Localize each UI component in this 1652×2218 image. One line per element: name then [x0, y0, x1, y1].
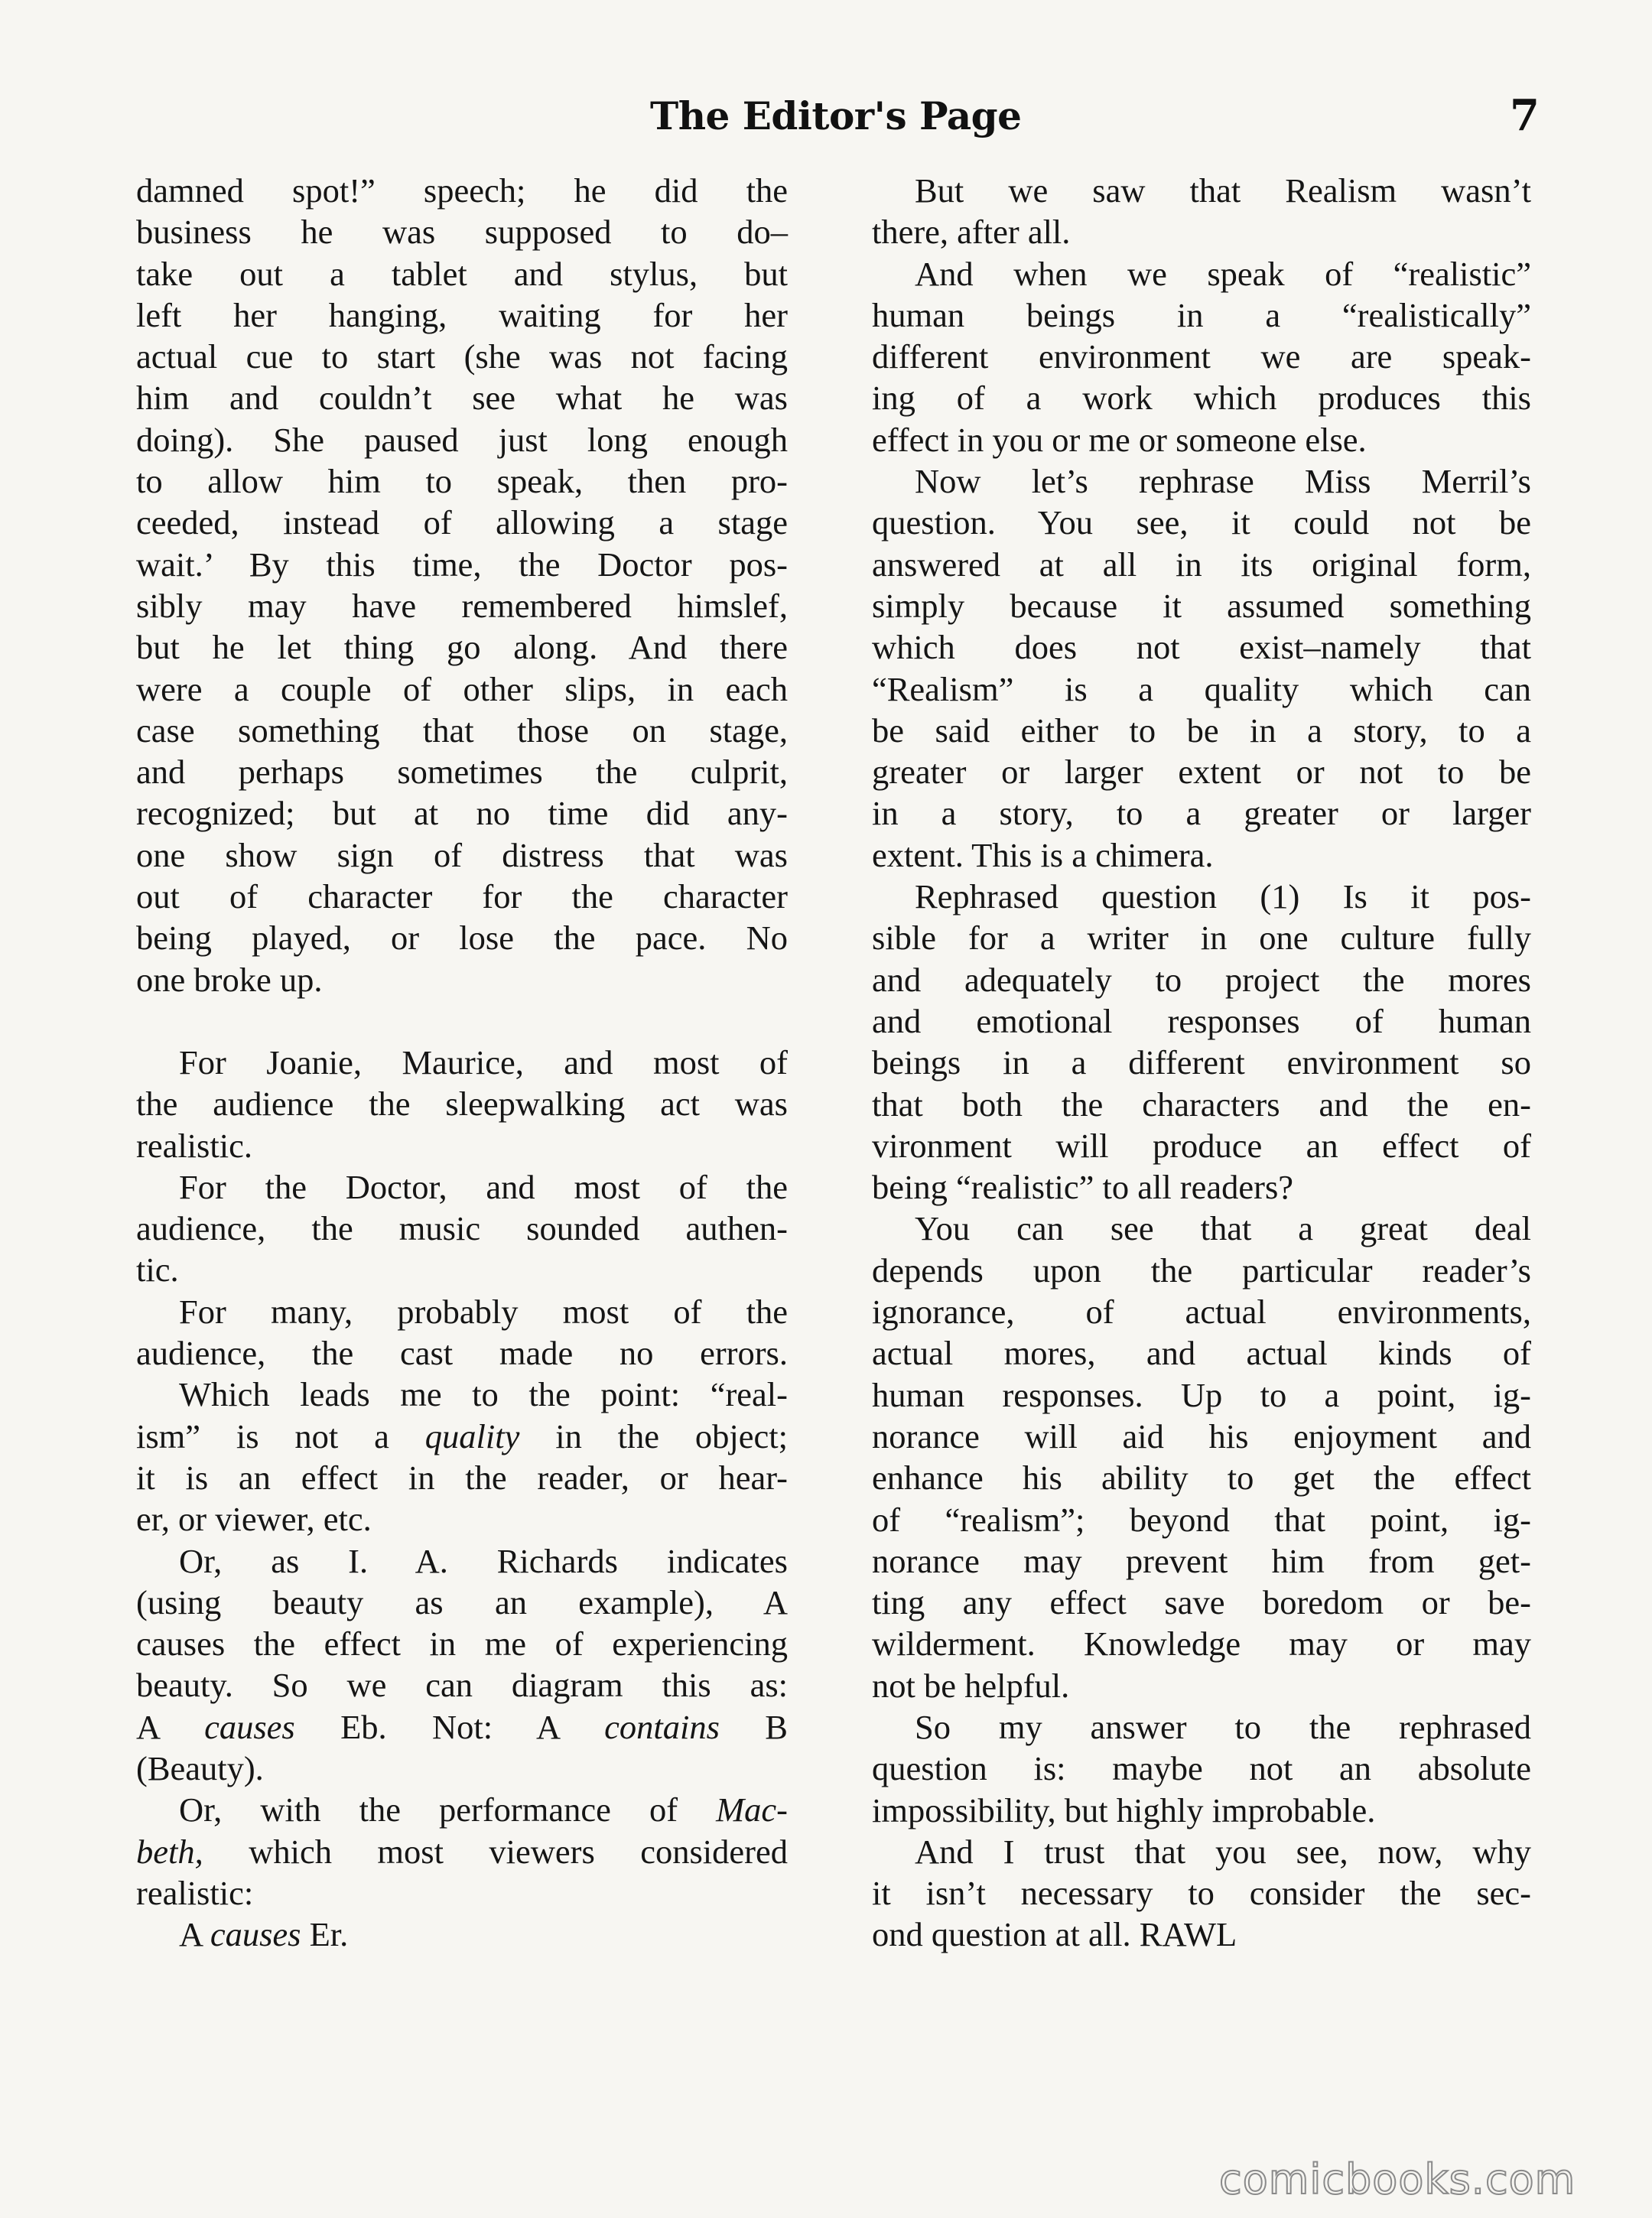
page-header-title: The Editor's Page	[650, 93, 1022, 138]
text-line: For many, probably most of the	[179, 1292, 788, 1331]
text-line: greater or larger extent or not to be	[872, 753, 1531, 792]
text-line: ignorance, of actual environments,	[872, 1293, 1531, 1332]
right-column	[872, 170, 1531, 1956]
text-line: Or, as I. A. Richards indicates	[179, 1541, 788, 1580]
text-line: For Joanie, Maurice, and most of	[179, 1042, 788, 1081]
paragraph	[136, 1166, 788, 1291]
text-line: audience, the cast made no errors.	[136, 1334, 788, 1373]
text-line: one show sign of distress that was	[136, 835, 788, 874]
text-line: depends upon the particular reader’s	[872, 1250, 1531, 1289]
text-line: to allow him to speak, then pro-	[136, 462, 788, 501]
text-line: Rephrased question (1) Is it pos-	[915, 877, 1531, 916]
text-line: tic.	[136, 1250, 179, 1289]
text-line: wait.’ By this time, the Doctor pos-	[136, 545, 788, 584]
text-line: extent. This is a chimera.	[872, 835, 1214, 874]
text-run: A	[179, 1915, 210, 1954]
text-line: effect in you or me or someone else.	[872, 420, 1367, 459]
text-line: ond question at all. RAWL	[872, 1915, 1237, 1954]
text-line: audience, the music sounded authen-	[136, 1209, 788, 1248]
text-line	[136, 1831, 788, 1872]
text-line: ceeded, instead of allowing a stage	[136, 503, 788, 542]
text-line: impossibility, but highly improbable.	[872, 1790, 1376, 1829]
text-line	[136, 1416, 788, 1457]
text-line: wilderment. Knowledge may or may	[872, 1624, 1531, 1664]
text-line: recognized; but at no time did any-	[136, 794, 788, 833]
paragraph	[136, 1291, 788, 1374]
paragraph	[872, 460, 1531, 876]
paragraph	[872, 1706, 1531, 1831]
italic-text: causes	[210, 1915, 301, 1954]
text-line: damned spot!” speech; he did the	[136, 171, 788, 210]
text-line: Now let’s rephrase Miss Merril’s	[915, 462, 1531, 501]
text-line	[136, 1706, 788, 1748]
italic-text: beth,	[136, 1832, 203, 1871]
text-line: but he let thing go along. And there	[136, 628, 788, 667]
text-line: in a story, to a greater or larger	[872, 794, 1531, 833]
text-line: business he was supposed to do–	[136, 213, 788, 252]
text-line: “Realism” is a quality which can	[872, 669, 1531, 708]
text-line: left her hanging, waiting for her	[136, 295, 788, 334]
paragraph	[136, 1540, 788, 1790]
watermark: comicbooks.com	[1219, 2155, 1576, 2203]
text-run: Eb. Not: A	[294, 1707, 605, 1746]
text-line: were a couple of other slips, in each	[136, 669, 788, 708]
text-run: Er.	[301, 1915, 349, 1954]
text-line: case something that those on stage,	[136, 711, 788, 750]
text-line: human responses. Up to a point, ig-	[872, 1375, 1531, 1414]
text-run: A	[136, 1707, 205, 1746]
text-line: one broke up.	[136, 960, 323, 999]
text-line: it is an effect in the reader, or hear-	[136, 1458, 788, 1497]
paragraph	[872, 1831, 1531, 1956]
text-line	[136, 1914, 788, 1955]
text-line: ing of a work which produces this	[872, 379, 1531, 418]
text-line: that both the characters and the en-	[872, 1085, 1531, 1124]
text-line: enhance his ability to get the effect	[872, 1459, 1531, 1498]
text-line: realistic.	[136, 1126, 252, 1165]
text-line: not be helpful.	[872, 1666, 1070, 1705]
text-line: simply because it assumed something	[872, 586, 1531, 625]
text-run: B	[719, 1707, 788, 1746]
text-line: actual cue to start (she was not facing	[136, 337, 788, 376]
text-run: Or, with the performance of	[179, 1790, 717, 1829]
text-line: (using beauty as an example), A	[136, 1582, 788, 1621]
left-column	[136, 170, 788, 1955]
text-line: norance will aid his enjoyment and	[872, 1416, 1531, 1455]
text-run: which most viewers considered	[203, 1832, 788, 1871]
text-line: er, or viewer, etc.	[136, 1500, 372, 1539]
paragraph	[872, 1208, 1531, 1706]
text-line: realistic:	[136, 1873, 254, 1912]
text-line: and emotional responses of human	[872, 1001, 1531, 1040]
text-line: sible for a writer in one culture fully	[872, 919, 1531, 958]
italic-text: quality	[424, 1416, 520, 1455]
text-line: question. You see, it could not be	[872, 503, 1531, 542]
text-line	[136, 1789, 788, 1830]
text-line: vironment will produce an effect of	[872, 1126, 1531, 1165]
paragraph	[136, 1374, 788, 1540]
paragraph	[136, 1789, 788, 1914]
text-line: sibly may have remembered himslef,	[136, 586, 788, 625]
text-line: Which leads me to the point: “real-	[179, 1375, 788, 1414]
paragraph	[136, 1914, 788, 1955]
text-line: norance may prevent him from get-	[872, 1541, 1531, 1580]
text-line: being “realistic” to all readers?	[872, 1168, 1294, 1207]
text-line: And when we speak of “realistic”	[915, 254, 1531, 293]
text-line: ting any effect save boredom or be-	[872, 1583, 1531, 1622]
text-line: him and couldn’t see what he was	[136, 379, 788, 418]
text-line: actual mores, and actual kinds of	[872, 1334, 1531, 1373]
italic-text: causes	[204, 1707, 295, 1746]
text-run: in the object;	[519, 1416, 788, 1455]
text-line: (Beauty).	[136, 1748, 264, 1787]
text-line: But we saw that Realism wasn’t	[915, 171, 1531, 210]
text-line: being played, or lose the pace. No	[136, 919, 788, 958]
text-run: ism” is not a	[136, 1416, 425, 1455]
text-line: and perhaps sometimes the culprit,	[136, 753, 788, 792]
text-line: So my answer to the rephrased	[915, 1707, 1531, 1746]
italic-text: contains	[604, 1707, 720, 1746]
text-line: doing). She paused just long enough	[136, 420, 788, 459]
text-line: question is: maybe not an absolute	[872, 1749, 1531, 1788]
text-line: For the Doctor, and most of the	[179, 1167, 788, 1206]
text-line: there, after all.	[872, 213, 1071, 252]
paragraph	[136, 170, 788, 1000]
text-line: causes the effect in me of experiencing	[136, 1624, 788, 1664]
text-line: take out a tablet and stylus, but	[136, 254, 788, 293]
text-line: beauty. So we can diagram this as:	[136, 1666, 788, 1705]
page-number: 7	[1510, 90, 1540, 141]
text-line: which does not exist–namely that	[872, 628, 1531, 667]
paragraph	[872, 253, 1531, 460]
text-line: different environment we are speak-	[872, 337, 1531, 376]
text-line: and adequately to project the mores	[872, 960, 1531, 999]
text-line: beings in a different environment so	[872, 1043, 1531, 1082]
text-line: And I trust that you see, now, why	[915, 1832, 1531, 1871]
paragraph	[136, 1042, 788, 1166]
text-line: You can see that a great deal	[915, 1209, 1531, 1248]
paragraph	[872, 876, 1531, 1208]
text-line: the audience the sleepwalking act was	[136, 1085, 788, 1124]
paragraph	[872, 170, 1531, 253]
text-line: of “realism”; beyond that point, ig-	[872, 1500, 1531, 1539]
text-line: human beings in a “realistically”	[872, 295, 1531, 334]
text-line: out of character for the character	[136, 877, 788, 916]
text-line: answered at all in its original form,	[872, 545, 1531, 584]
text-line: be said either to be in a story, to a	[872, 711, 1531, 750]
italic-text: Mac-	[716, 1790, 788, 1829]
text-line: it isn’t necessary to consider the sec-	[872, 1874, 1531, 1913]
